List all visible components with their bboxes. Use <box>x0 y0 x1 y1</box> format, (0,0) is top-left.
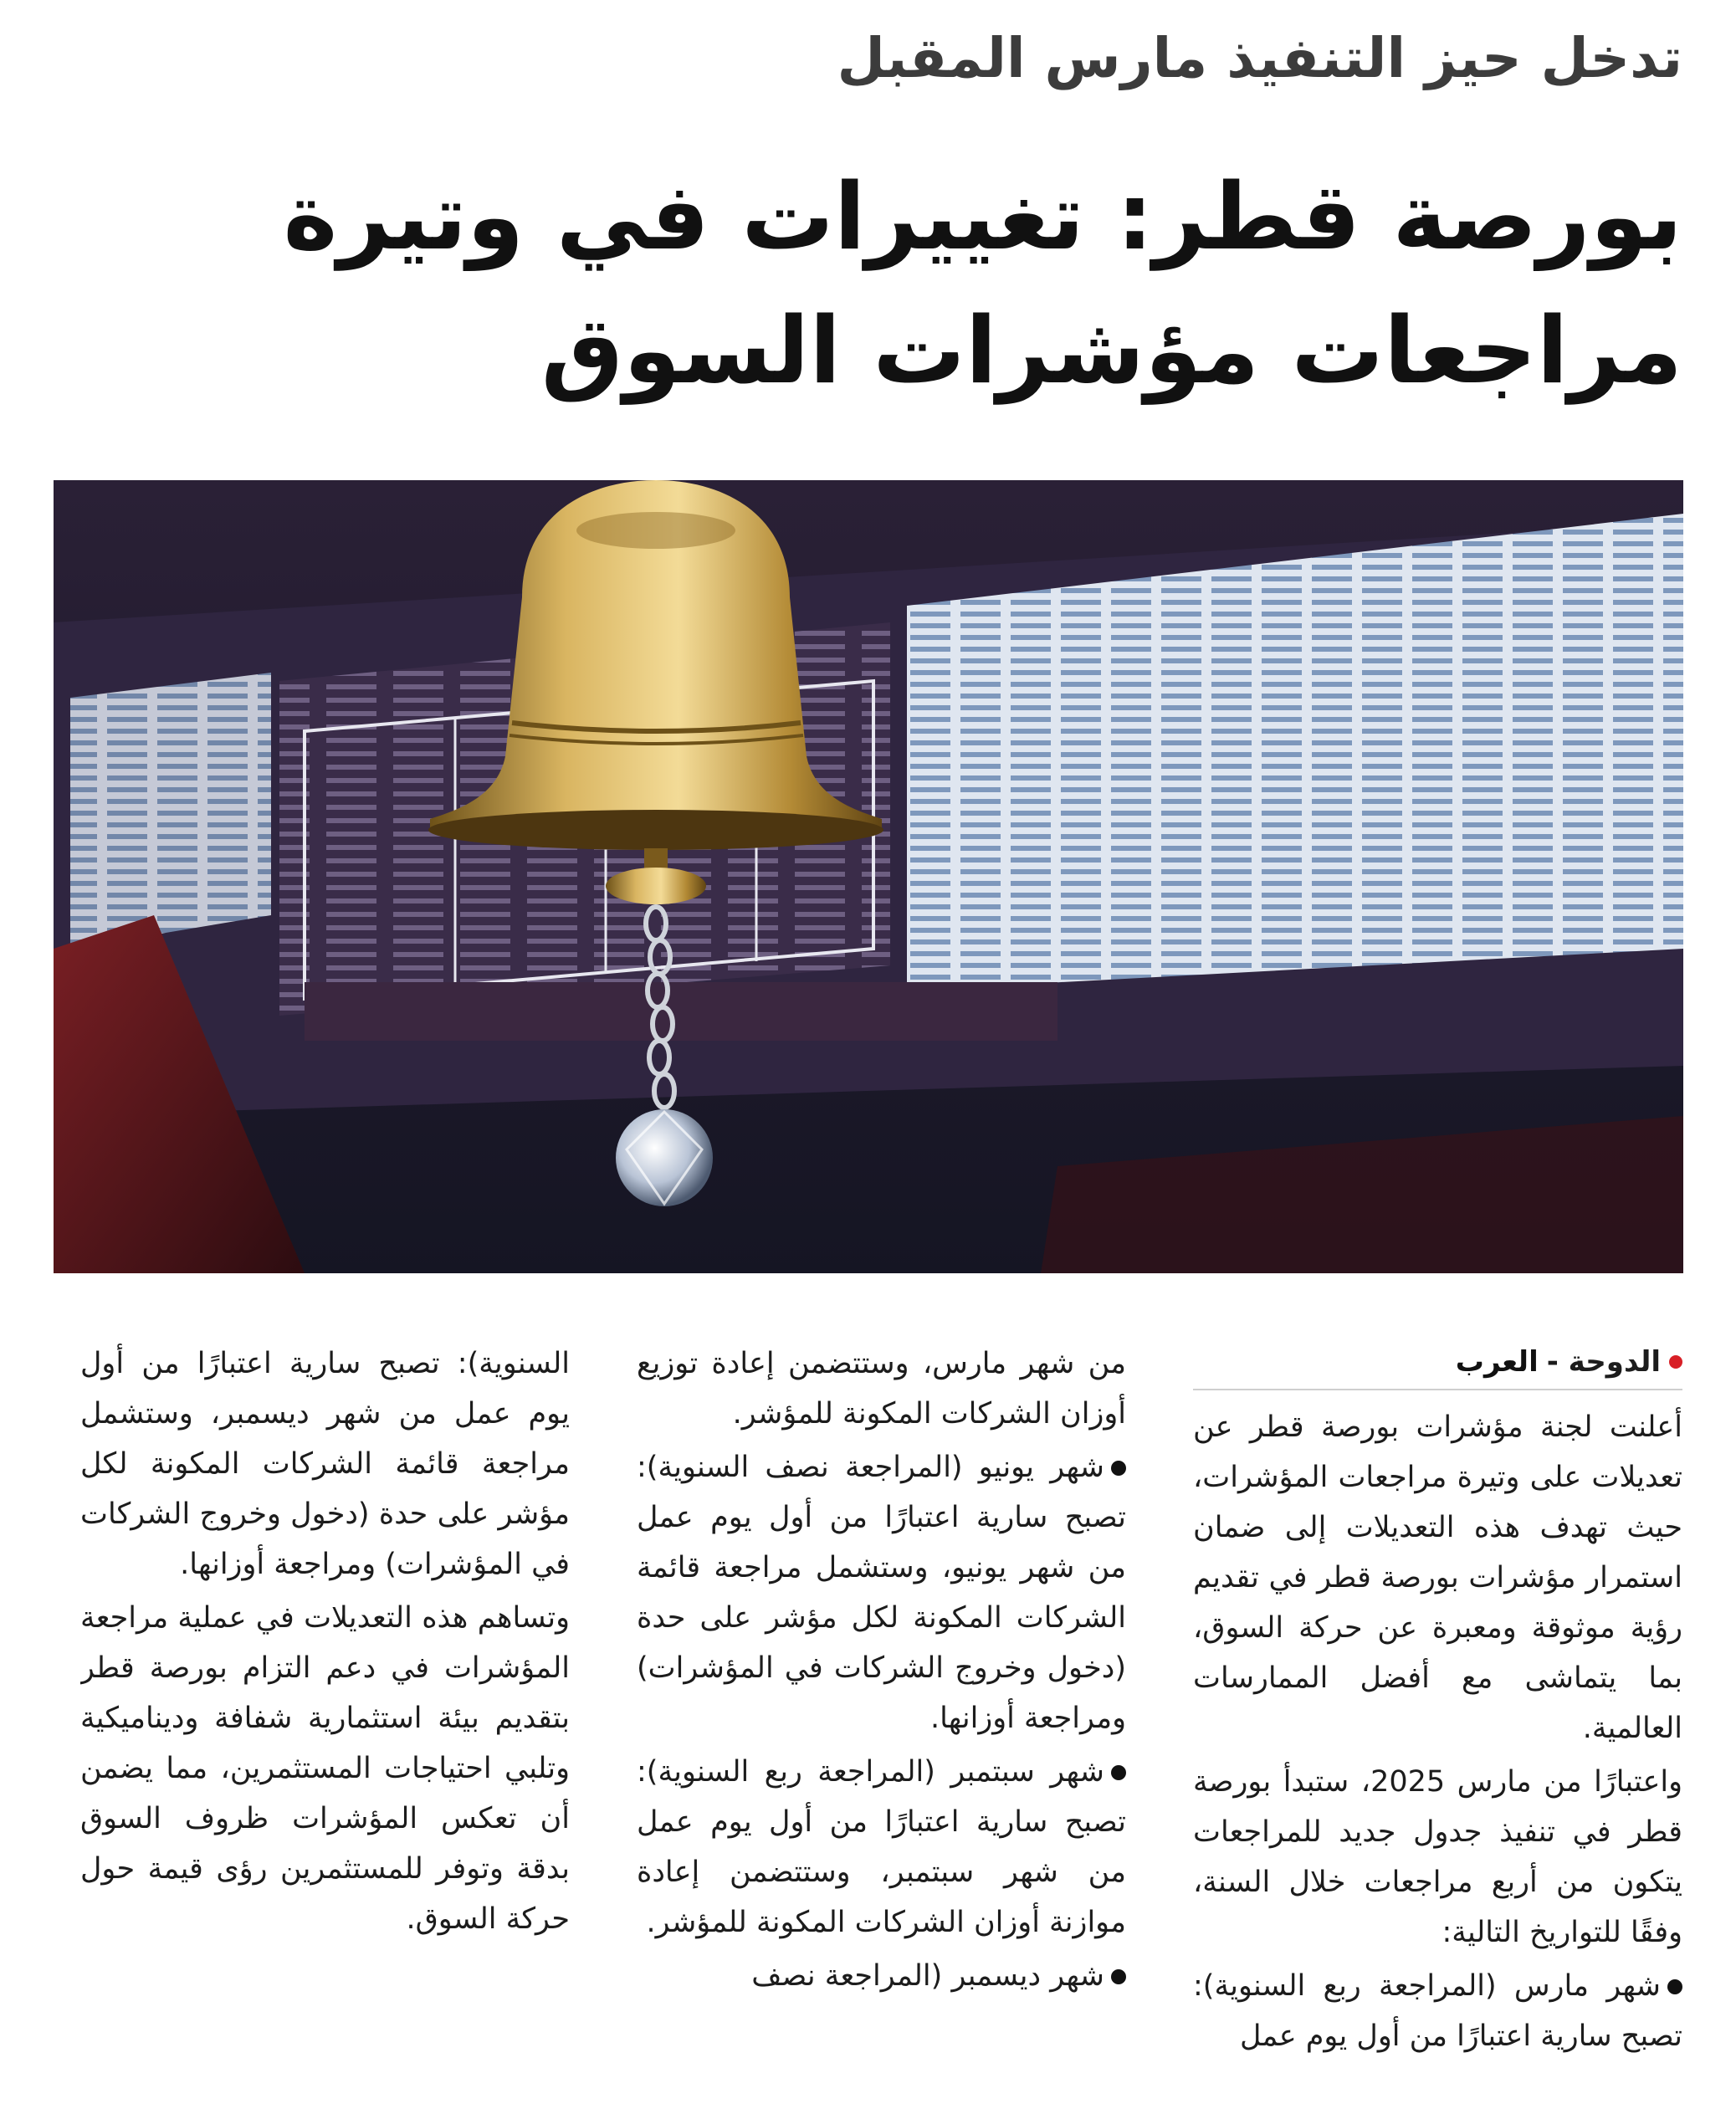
bullet-item: شهر ديسمبر (المراجعة نصف <box>637 1951 1126 2001</box>
bullet-red-dot-icon <box>1669 1355 1682 1369</box>
bullet-icon <box>1667 1979 1682 1994</box>
paragraph: وتساهم هذه التعديلات في عملية مراجعة المؤشرات في دعم التزام بورصة قطر بتقديم بيئة استثمارية شفافة وديناميكية وتلبي احتياجات المستثمرين، مما يضمن أن تعكس المؤشرات ظروف السوق بدقة وتوفر للمستثمرين رؤى قيمة حول حركة السوق. <box>80 1601 570 1936</box>
bullet-item: شهر مارس (المراجعة ربع السنوية): تصبح سارية اعتبارًا من أول يوم عمل <box>1193 1969 1682 2053</box>
article-photo <box>54 480 1683 1273</box>
article-column-1 <box>1193 1339 1682 2075</box>
article-byline <box>1193 1339 1682 1390</box>
bullet-item: شهر يونيو (المراجعة نصف السنوية): تصبح سارية اعتبارًا من أول يوم عمل من شهر يونيو، وستشمل مراجعة قائمة الشركات المكونة لكل مؤشر على حدة (دخول وخروج الشركات في المؤشرات) ومراجعة أوزانها. <box>637 1451 1126 1735</box>
article-headline: بورصة قطر: تغييرات في وتيرة مراجعات مؤشرات السوق <box>283 163 1682 404</box>
article-kicker: تدخل حيز التنفيذ مارس المقبل <box>837 26 1682 90</box>
bullet-item: شهر سبتمبر (المراجعة ربع السنوية): تصبح سارية اعتبارًا من أول يوم عمل من شهر سبتمبر، وستتضمن إعادة موازنة أوزان الشركات المكونة للمؤشر. <box>637 1755 1126 1939</box>
article-column-3 <box>80 1339 570 2075</box>
byline-location: الدوحة - <box>1546 1345 1661 1379</box>
paragraph: واعتبارًا من مارس 2025، ستبدأ بورصة قطر في تنفيذ جدول جديد للمراجعات يتكون من أربع مراجعات خلال السنة، وفقًا للتواريخ التالية: <box>1193 1765 1682 1949</box>
paragraph: أعلنت لجنة مؤشرات بورصة قطر عن تعديلات على وتيرة مراجعات المؤشرات، حيث تهدف هذه التعديلات إلى ضمان استمرار مؤشرات بورصة قطر في تقديم رؤية موثوقة ومعبرة عن حركة السوق، بما يتماشى مع أفضل الممارسات العالمية. <box>1193 1410 1682 1745</box>
bullet-icon <box>1111 1765 1126 1780</box>
newspaper-logo: العرب <box>1455 1345 1539 1379</box>
paragraph: السنوية): تصبح سارية اعتبارًا من أول يوم عمل من شهر ديسمبر، وستشمل مراجعة قائمة الشركات المكونة لكل مؤشر على حدة (دخول وخروج الشركات في المؤشرات) ومراجعة أوزانها. <box>80 1347 570 1581</box>
article-column-2 <box>637 1339 1126 2075</box>
paragraph: من شهر مارس، وستتضمن إعادة توزيع أوزان الشركات المكونة للمؤشر. <box>637 1347 1126 1431</box>
trading-bell-illustration <box>54 480 1683 1273</box>
bullet-icon <box>1111 1461 1126 1476</box>
bullet-icon <box>1111 1969 1126 1984</box>
